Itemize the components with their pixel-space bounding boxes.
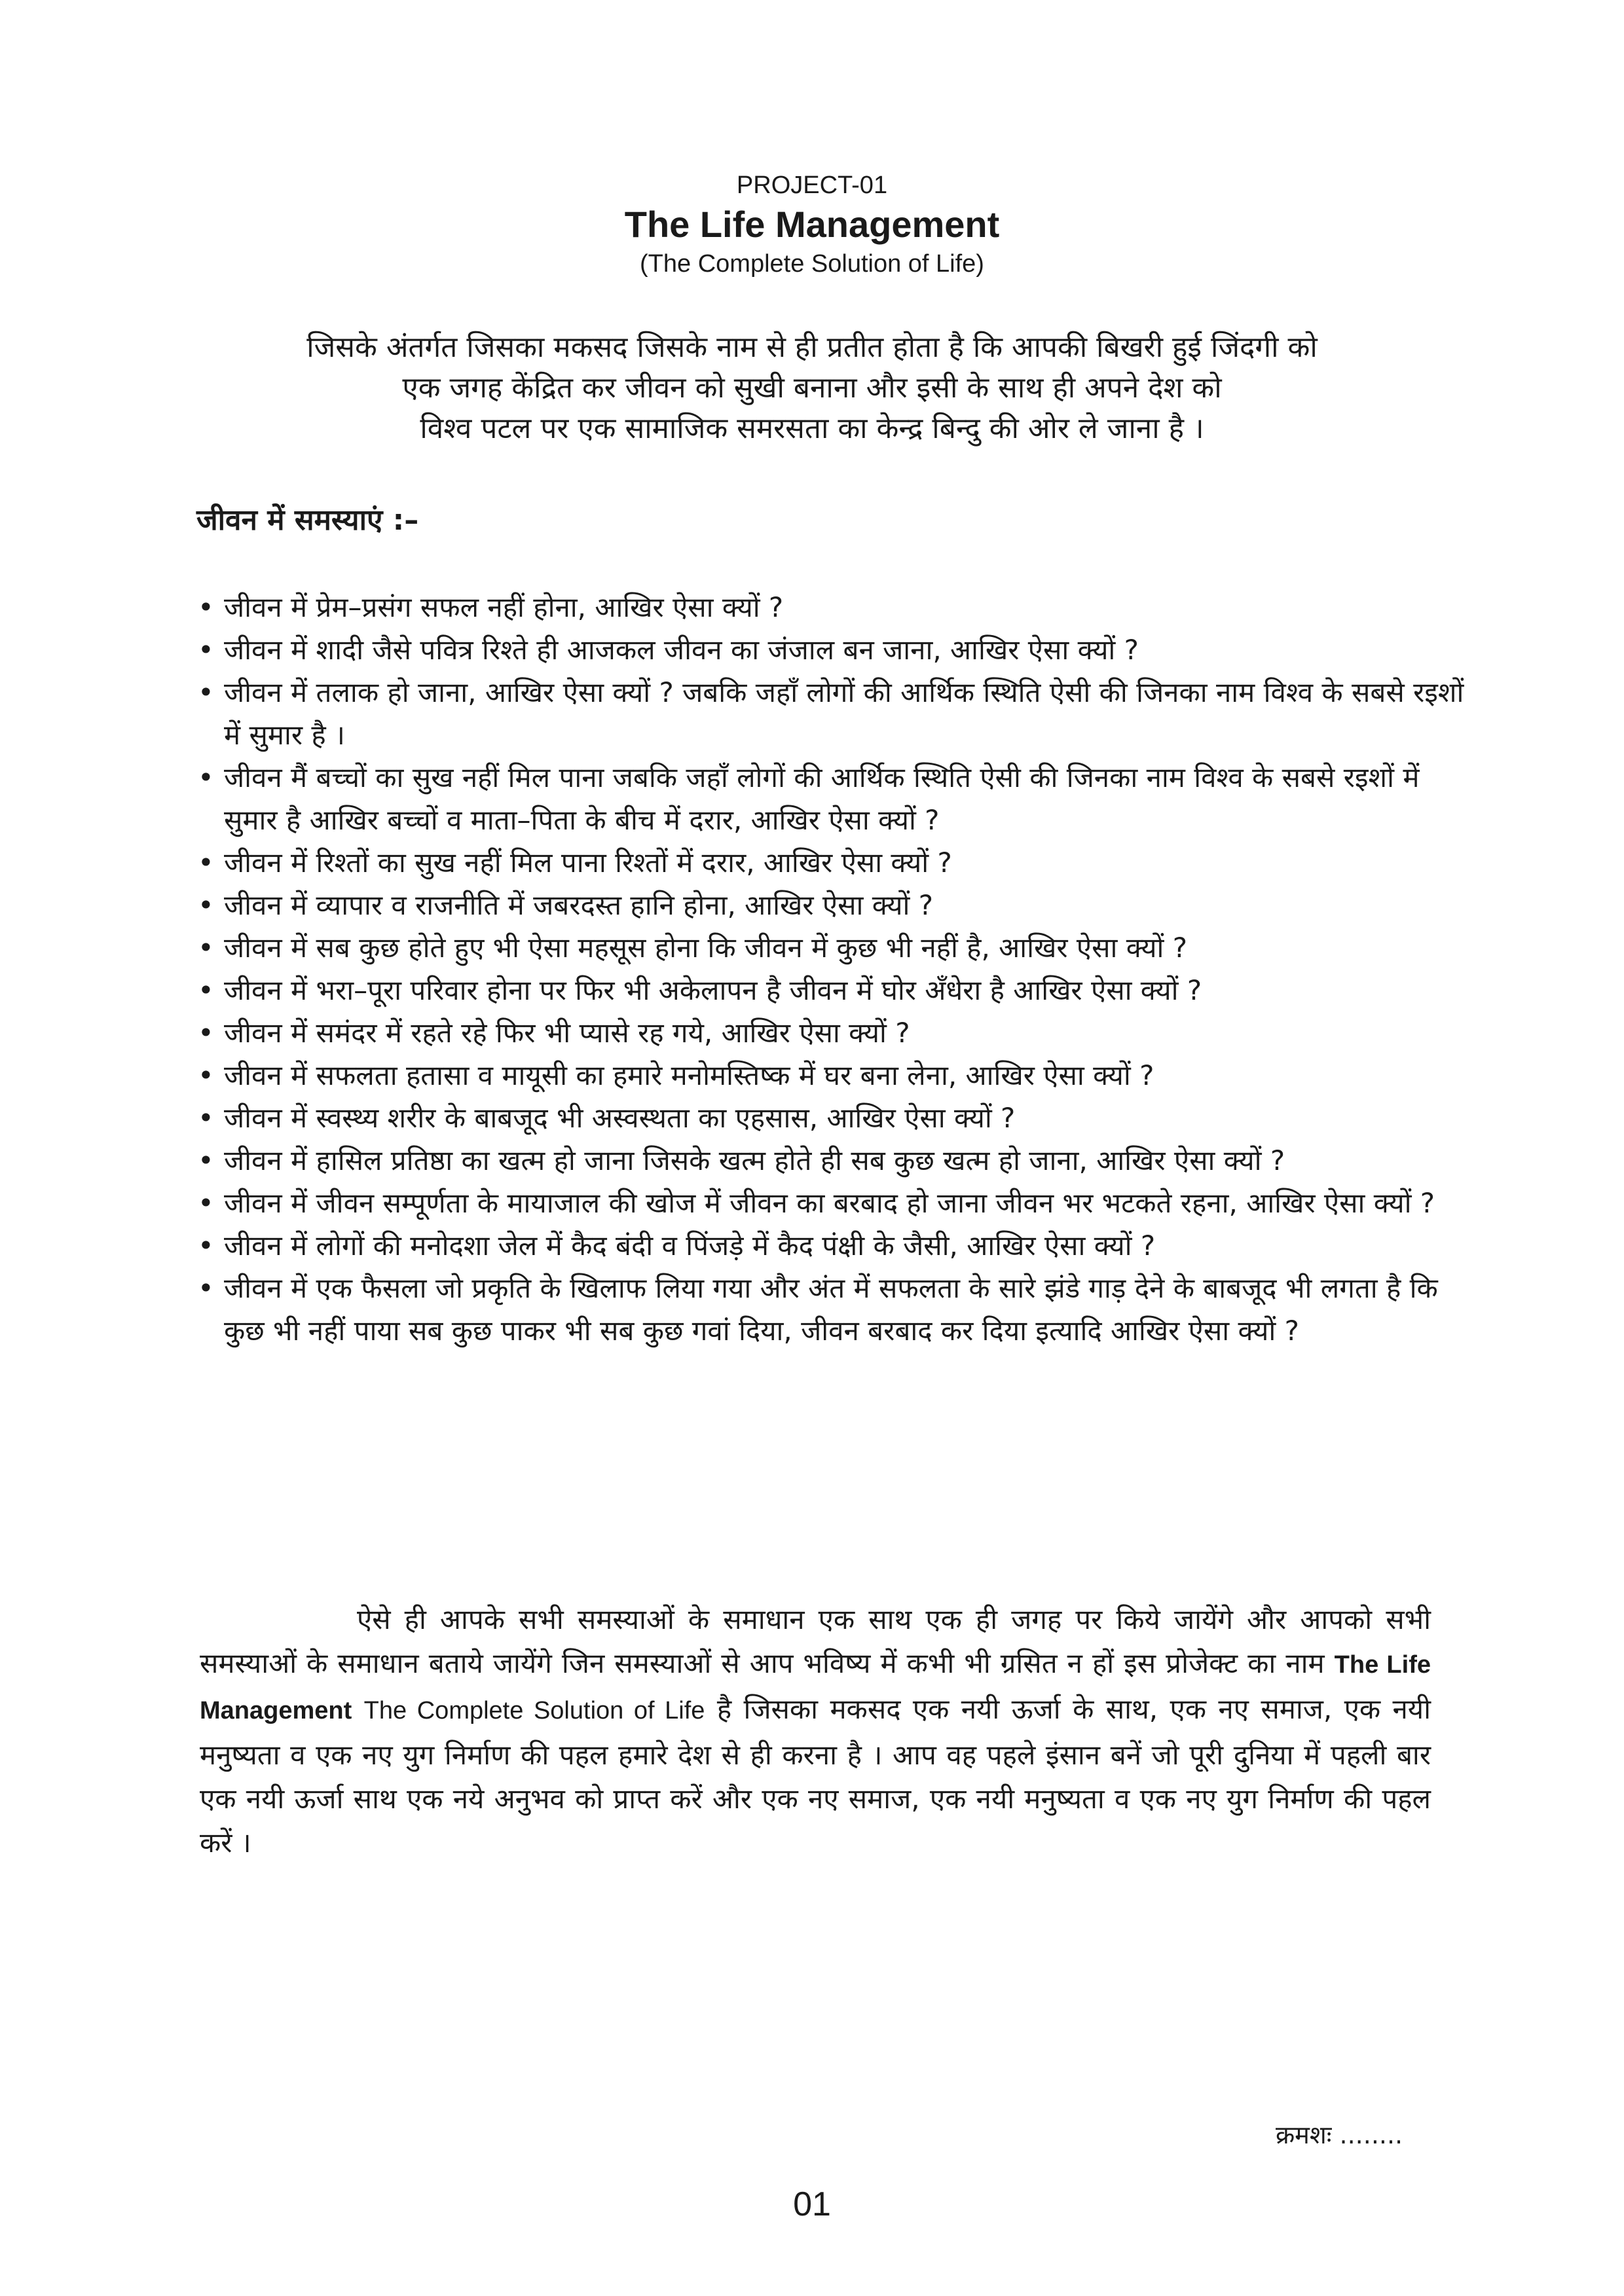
document-subtitle: (The Complete Solution of Life) [640, 250, 984, 278]
list-item: • जीवन में तलाक हो जाना, आखिर ऐसा क्यों ? जबकि जहाँ लोगों की आर्थिक स्थिति ऐसी की जिनका नाम विश्व के सबसे रइशों में सुमार है । [195, 671, 1472, 756]
list-item: • जीवन में सब कुछ होते हुए भी ऐसा महसूस होना कि जीवन में कुछ भी नहीं है, आखिर ऐसा क्यों ? [195, 926, 1472, 969]
list-item: • जीवन मैं बच्चों का सुख नहीं मिल पाना जबकि जहाँ लोगों की आर्थिक स्थिति ऐसी की जिनका नाम विश्व के सबसे रइशों में सुमार है आखिर बच्चों व माता–पिता के बीच में दरार, आखिर ऐसा क्यों ? [195, 756, 1472, 841]
closing-text-part2: है जिसका मकसद एक नयी ऊर्जा के साथ, एक नए समाज, एक नयी मनुष्यता व एक नए युग निर्माण की पहल हमारे देश से ही करना है । आप वह पहले इंसान बनें जो पूरी दुनिया में पहली बार एक नयी ऊर्जा साथ एक नये अनुभव को प्राप्त करें और एक नए समाज, एक नयी मनुष्यता व एक नए युग निर्माण की पहल करें । [200, 1693, 1431, 1859]
section-heading: जीवन में समस्याएं :– [196, 503, 419, 537]
list-item: • जीवन में प्रेम–प्रसंग सफल नहीं होना, आखिर ऐसा क्यों ? [195, 586, 1472, 629]
list-item: • जीवन में हासिल प्रतिष्ठा का खत्म हो जाना जिसके खत्म होते ही सब कुछ खत्म हो जाना, आखिर ऐसा क्यों ? [195, 1139, 1472, 1182]
list-item: • जीवन में समंदर में रहते रहे फिर भी प्यासे रह गये, आखिर ऐसा क्यों ? [195, 1011, 1472, 1054]
list-item: • जीवन में भरा–पूरा परिवार होना पर फिर भी अकेलापन है जीवन में घोर अँधेरा है आखिर ऐसा क्यों ? [195, 969, 1472, 1011]
document-title: The Life Management [624, 204, 1000, 245]
project-name: The Life Management [200, 1651, 1431, 1724]
list-item: • जीवन में शादी जैसे पवित्र रिश्ते ही आजकल जीवन का जंजाल बन जाना, आखिर ऐसा क्यों ? [195, 629, 1472, 671]
closing-paragraph [200, 1597, 1431, 1865]
closing-text-part1: ऐसे ही आपके सभी समस्याओं के समाधान एक साथ एक ही जगह पर किये जायेंगे और आपको सभी समस्याओं के समाधान बताये जायेंगे जिन समस्याओं से आप भविष्य में कभी भी ग्रसित न हों इस प्रोजेक्ट का नाम [200, 1603, 1431, 1679]
page-number: 01 [793, 2185, 831, 2223]
list-item: • जीवन में व्यापार व राजनीति में जबरदस्त हानि होना, आखिर ऐसा क्यों ? [195, 884, 1472, 926]
intro-line: एक जगह केंद्रित कर जीवन को सुखी बनाना और इसी के साथ ही अपने देश को [402, 371, 1222, 405]
list-item: • जीवन में जीवन सम्पूर्णता के मायाजाल की खोज में जीवन का बरबाद हो जाना जीवन भर भटकते रहना, आखिर ऐसा क्यों ? [195, 1182, 1472, 1224]
list-item: • जीवन में स्वस्थ्य शरीर के बाबजूद भी अस्वस्थता का एहसास, आखिर ऐसा क्यों ? [195, 1097, 1472, 1139]
list-item: • जीवन में रिश्तों का सुख नहीं मिल पाना रिश्तों में दरार, आखिर ऐसा क्यों ? [195, 841, 1472, 884]
intro-line: विश्व पटल पर एक सामाजिक समरसता का केन्द्र बिन्दु की ओर ले जाना है । [420, 412, 1204, 445]
problems-list [195, 586, 1472, 1352]
list-item: • जीवन में सफलता हतासा व मायूसी का हमारे मनोमस्तिष्क में घर बना लेना, आखिर ऐसा क्यों ? [195, 1054, 1472, 1097]
list-item: • जीवन में एक फैसला जो प्रकृति के खिलाफ लिया गया और अंत में सफलता के सारे झंडे गाड़ देने के बाबजूद भी लगता है कि कुछ भी नहीं पाया सब कुछ पाकर भी सब कुछ गवां दिया, जीवन बरबाद कर दिया इत्यादि आखिर ऐसा क्यों ? [195, 1267, 1472, 1352]
document-header [0, 169, 1624, 280]
project-tagline: The Complete Solution of Life [363, 1697, 705, 1724]
intro-line: जिसके अंतर्गत जिसका मकसद जिसके नाम से ही प्रतीत होता है कि आपकी बिखरी हुई जिंदगी को [306, 331, 1318, 364]
project-code: PROJECT-01 [736, 172, 888, 199]
continued-marker: क्रमशः ........ [1276, 2121, 1403, 2149]
intro-paragraph [190, 327, 1434, 449]
list-item: • जीवन में लोगों की मनोदशा जेल में कैद बंदी व पिंजड़े में कैद पंक्षी के जैसी, आखिर ऐसा क्यों ? [195, 1224, 1472, 1267]
